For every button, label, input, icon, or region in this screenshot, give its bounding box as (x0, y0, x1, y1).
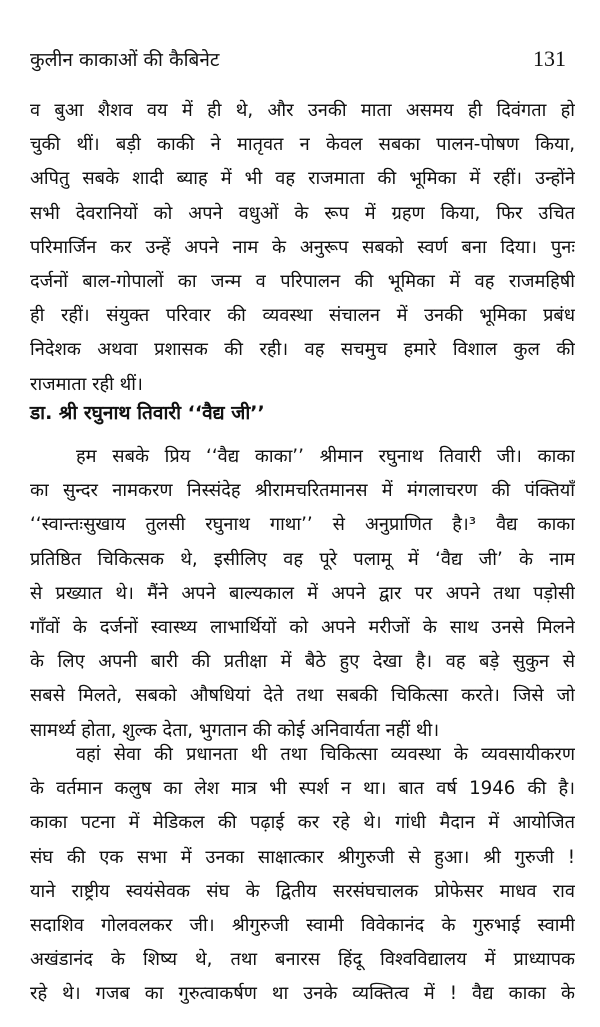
text-line: संघ की एक सभा में उनका साक्षात्कार श्रीगुरुजी से हुआ। श्री गुरुजी ! (30, 846, 575, 868)
text-line: के लिए अपनी बारी की प्रतीक्षा में बैठे हुए देखा है। वह बड़े सुकुन से (30, 651, 575, 673)
text-line: वहां सेवा की प्रधानता थी तथा चिकित्सा व्यवस्था के व्यवसायीकरण (76, 744, 575, 765)
text-line: ही रहीं। संयुक्त परिवार की व्यवस्था संचालन में उनकी भूमिका प्रबंध (30, 305, 575, 327)
text-line: गाँवों के दर्जनों स्वास्थ्य लाभार्थियों को अपने मरीजों के साथ उनसे मिलने (30, 616, 575, 638)
text-line: व बुआ शैशव वय में ही थे, और उनकी माता असमय ही दिवंगता हो (30, 100, 575, 121)
text-line: परिमार्जिन कर उन्हें अपने नाम के अनुरूप सबको स्वर्ण बना दिया। पुनः (30, 236, 575, 258)
page-number: 131 (533, 46, 566, 71)
text-line: काका पटना में मेडिकल की पढ़ाई कर रहे थे। गांधी मैदान में आयोजित (30, 812, 575, 834)
paragraph-2 (30, 440, 575, 748)
text-line: सबसे मिलते, सबको औषधियां देते तथा सबकी चिकित्सा करते। जिसे जो (30, 685, 575, 707)
text-line: निदेशक अथवा प्रशासक की रही। वह सचमुच हमारे विशाल कुल की (30, 339, 575, 361)
text-line: के वर्तमान कलुष का लेश मात्र भी स्पर्श न था। बात वर्ष 1946 की है। (30, 778, 575, 800)
running-title: कुलीन काकाओं की कैबिनेट (30, 49, 220, 71)
text-line: हम सबके प्रिय ‘‘वैद्य काका’’ श्रीमान रघुनाथ तिवारी जी। काका (76, 446, 575, 467)
text-line: ‘‘स्वान्तःसुखाय तुलसी रघुनाथ गाथा’’ से अनुप्राणित है।³ वैद्य काका (30, 514, 575, 536)
text-line: सामर्थ्य होता, शुल्क देता, भुगतान की कोई अनिवार्यता नहीं थी। (30, 719, 440, 741)
text-line: से प्रख्यात थे। मैंने अपने बाल्यकाल में अपने द्वार पर अपने तथा पड़ोसी (30, 582, 575, 604)
text-line: राजमाता रही थीं। (30, 373, 143, 395)
text-line: का सुन्दर नामकरण निस्संदेह श्रीरामचरितमानस में मंगलाचरण की पंक्तियाँ (30, 480, 575, 502)
text-line: याने राष्ट्रीय स्वयंसेवक संघ के द्वितीय सरसंघचालक प्रोफेसर माधव राव (30, 880, 575, 902)
section-heading: डा. श्री रघुनाथ तिवारी ‘‘वैद्य जी’’ (30, 402, 265, 424)
text-line: सदाशिव गोलवलकर जी। श्रीगुरुजी स्वामी विवेकानंद के गुरुभाई स्वामी (30, 914, 575, 936)
paragraph-3 (30, 738, 575, 1012)
text-line: अखंडानंद के शिष्य थे, तथा बनारस हिंदू विश्वविद्यालय में प्राध्यापक (30, 949, 575, 971)
text-line: प्रतिष्ठित चिकित्सक थे, इसीलिए वह पूरे पलामू में ‘वैद्य जी’ के नाम (30, 548, 575, 570)
text-line: दर्जनों बाल-गोपालों का जन्म व परिपालन की भूमिका में वह राजमहिषी (30, 270, 575, 292)
paragraph-1 (30, 94, 575, 402)
text-line: चुकी थीं। बड़ी काकी ने मातृवत न केवल सबका पालन-पोषण किया, (30, 134, 575, 156)
text-line: सभी देवरानियों को अपने वधुओं के रूप में ग्रहण किया, फिर उचित (30, 202, 575, 224)
text-line: अपितु सबके शादी ब्याह में भी वह राजमाता की भूमिका में रहीं। उन्होंने (30, 168, 575, 190)
text-line: रहे थे। गजब का गुरुत्वाकर्षण था उनके व्यक्तित्व में ! वैद्य काका के (30, 983, 575, 1005)
